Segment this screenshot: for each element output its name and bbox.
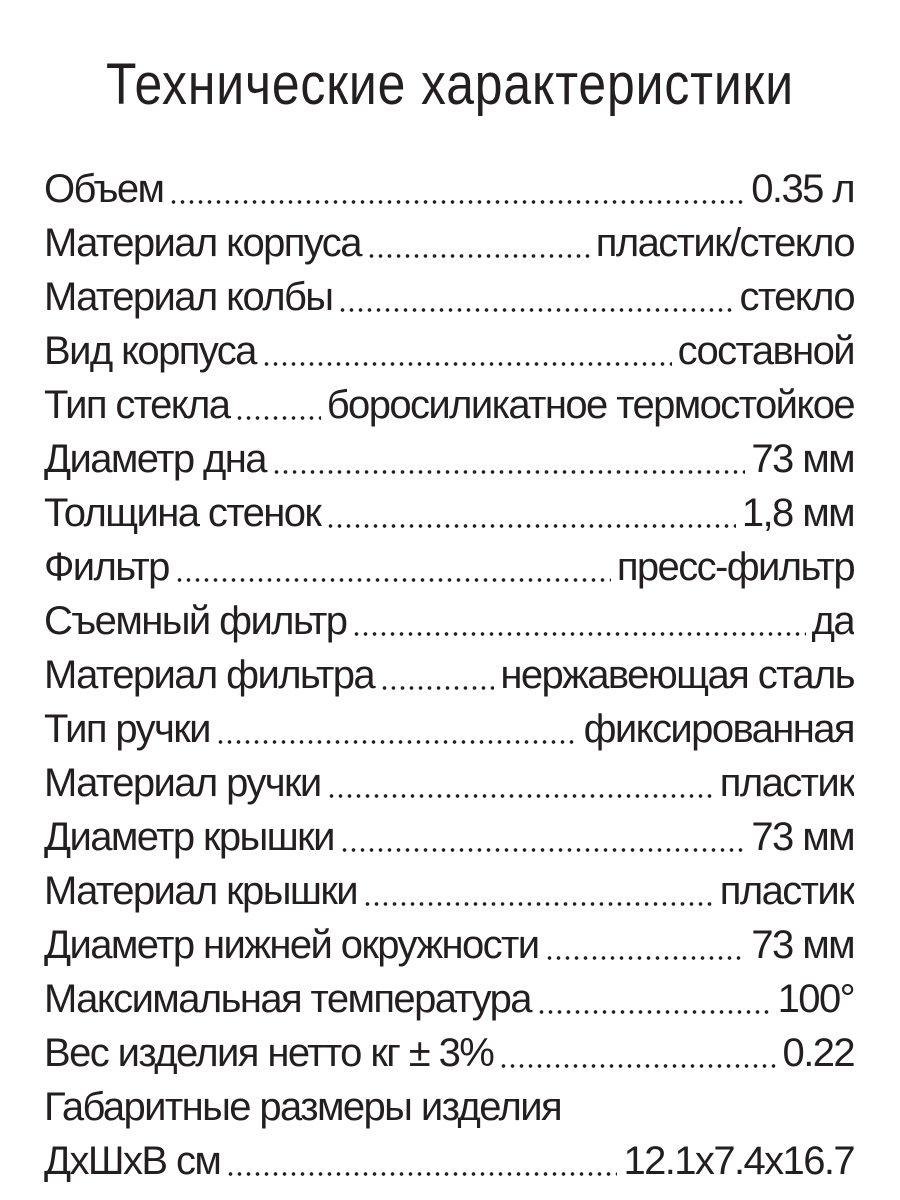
dot-leader: [499, 1026, 776, 1080]
spec-row-net-weight: [44, 1026, 854, 1080]
spec-label: Фильтр: [44, 545, 169, 589]
dot-leader: [338, 270, 733, 324]
spec-label: Максимальная температура: [44, 977, 531, 1021]
spec-row-dimensions-heading: [44, 1080, 854, 1134]
spec-value: пластик: [719, 869, 854, 913]
dot-leader: [327, 756, 714, 810]
spec-row-volume: [44, 162, 854, 216]
spec-value: 73 мм: [751, 923, 854, 967]
spec-row-filter: [44, 540, 854, 594]
spec-value: пластик: [719, 761, 854, 805]
spec-label: Толщина стенок: [44, 491, 321, 535]
spec-value: фиксированная: [583, 707, 854, 751]
spec-label: Диаметр дна: [44, 437, 266, 481]
spec-value: 0.35 л: [751, 167, 854, 211]
dot-leader: [235, 378, 320, 432]
spec-row-handle-material: [44, 756, 854, 810]
spec-value: стекло: [739, 275, 854, 319]
spec-row-lid-diameter: [44, 810, 854, 864]
spec-row-glass-type: [44, 378, 854, 432]
spec-label: Материал колбы: [44, 275, 333, 319]
spec-value: 100°: [777, 977, 854, 1021]
page-title: Технические характеристики: [106, 52, 794, 117]
spec-label: Вес изделия нетто кг ± 3%: [44, 1031, 494, 1075]
spec-label: Вид корпуса: [44, 329, 256, 373]
spec-label: Материал корпуса: [44, 221, 361, 265]
spec-label: Материал фильтра: [44, 653, 375, 697]
spec-row-handle-type: [44, 702, 854, 756]
spec-row-removable-filter: [44, 594, 854, 648]
spec-label: Материал крышки: [44, 869, 357, 913]
spec-value: боросиликатное термостойкое: [326, 383, 854, 427]
dot-leader: [380, 648, 494, 702]
spec-value: 12.1х7.4х16.7: [623, 1139, 854, 1183]
dot-leader: [216, 702, 578, 756]
dot-leader: [363, 864, 714, 918]
spec-value: да: [811, 599, 854, 643]
spec-label: Диаметр крышки: [44, 815, 334, 859]
dot-leader: [367, 216, 590, 270]
dot-leader: [352, 594, 805, 648]
spec-row-lid-material: [44, 864, 854, 918]
spec-label: Тип стекла: [44, 383, 230, 427]
spec-list: [44, 162, 854, 1188]
dot-leader: [226, 1134, 617, 1188]
dot-leader: [175, 540, 611, 594]
spec-value: составной: [677, 329, 854, 373]
spec-row-body-type: [44, 324, 854, 378]
dot-leader: [262, 324, 672, 378]
spec-row-body-material: [44, 216, 854, 270]
spec-value: 73 мм: [751, 437, 854, 481]
spec-label: Габаритные размеры изделия: [44, 1085, 562, 1129]
spec-label: Съемный фильтр: [44, 599, 347, 643]
spec-value: пластик/стекло: [595, 221, 854, 265]
dot-leader: [340, 810, 746, 864]
dot-leader: [169, 162, 745, 216]
spec-label: Тип ручки: [44, 707, 210, 751]
spec-label: Диаметр нижней окружности: [44, 923, 539, 967]
dot-leader: [545, 918, 746, 972]
spec-value: 1,8 мм: [741, 491, 854, 535]
spec-row-flask-material: [44, 270, 854, 324]
dot-leader: [272, 432, 746, 486]
spec-value: нержавеющая сталь: [500, 653, 854, 697]
spec-row-max-temperature: [44, 972, 854, 1026]
spec-label: ДхШхВ см: [44, 1139, 221, 1183]
dot-leader: [326, 486, 736, 540]
spec-value: пресс-фильтр: [616, 545, 854, 589]
spec-row-bottom-diameter: [44, 432, 854, 486]
spec-row-filter-material: [44, 648, 854, 702]
spec-row-wall-thickness: [44, 486, 854, 540]
spec-value: 0.22: [782, 1031, 854, 1075]
spec-label: Объем: [44, 167, 164, 211]
spec-label: Материал ручки: [44, 761, 321, 805]
spec-row-lower-circumference-diameter: [44, 918, 854, 972]
spec-value: 73 мм: [751, 815, 854, 859]
spec-row-dimensions: [44, 1134, 854, 1188]
dot-leader: [537, 972, 772, 1026]
